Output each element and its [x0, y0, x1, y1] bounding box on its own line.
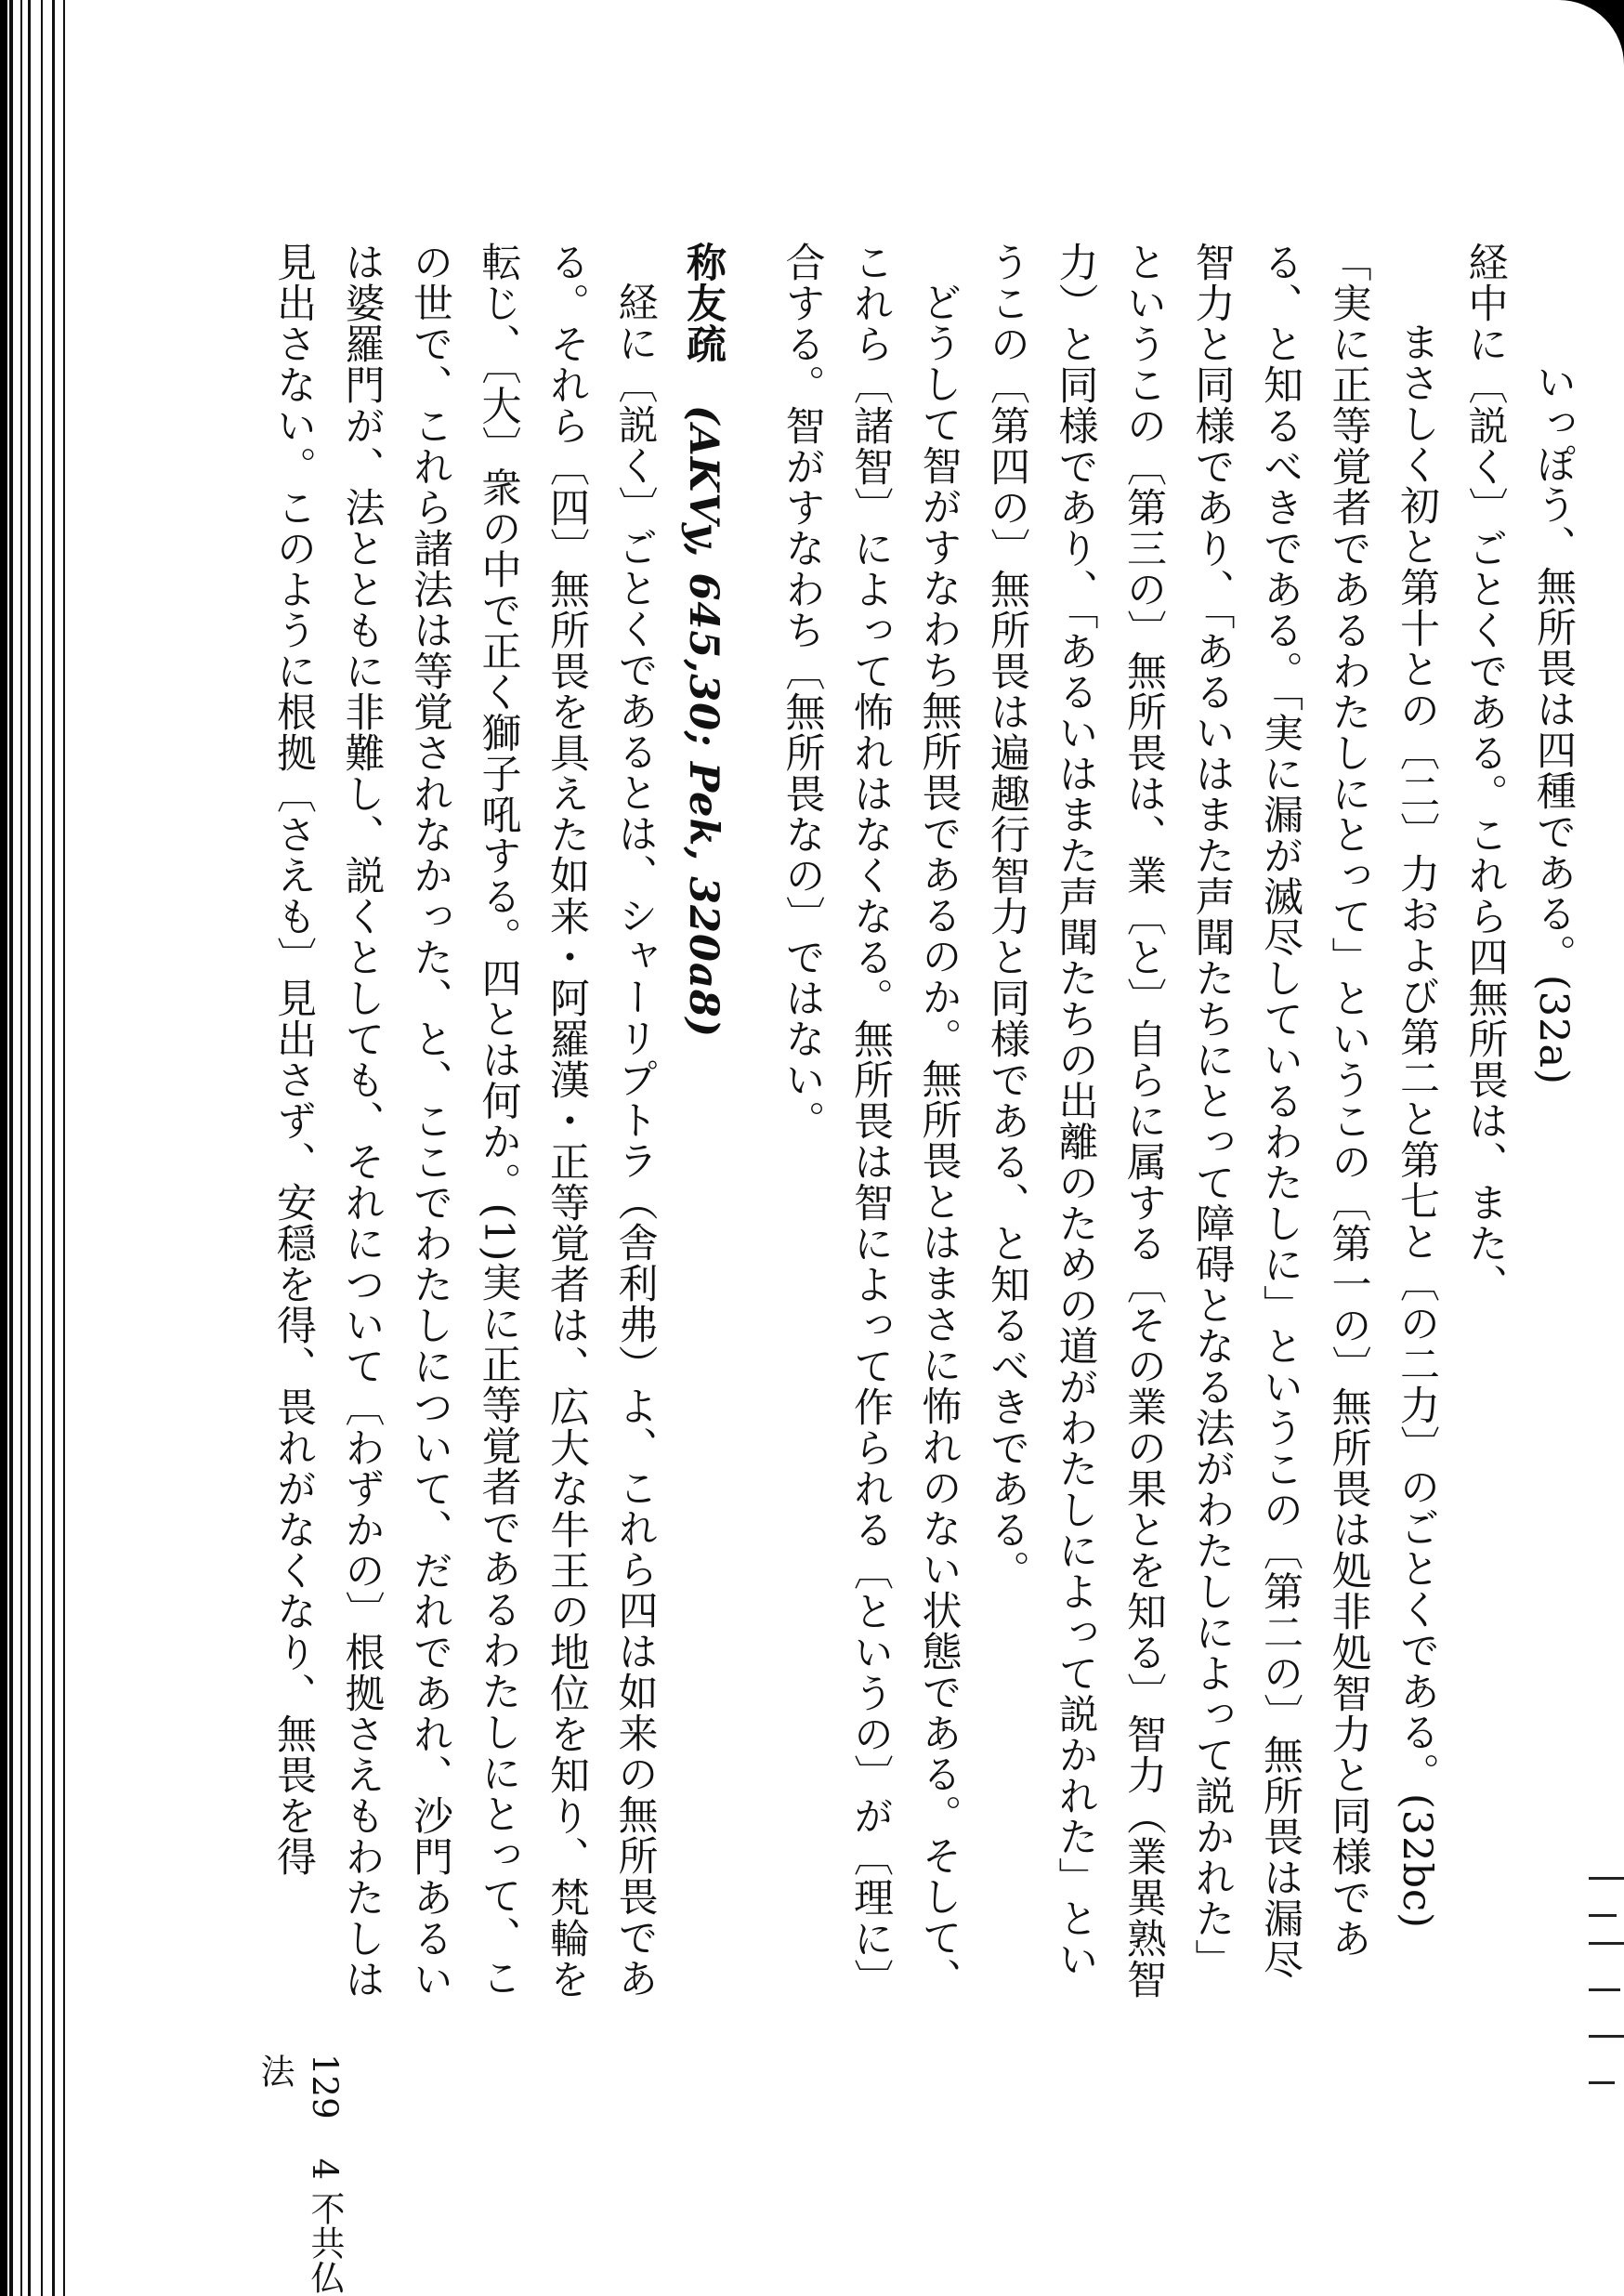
- book-page: [7, 0, 1624, 2296]
- question-paragraph: どうして智がすなわち無所畏であるのか。無所畏とはまさに怖れのない状態である。そして、これら〔諸智〕によって怖れはなくなる。無所畏は智によって作られる〔というの〕が〔理に〕合する。智がすなわち〔無所畏なの〕ではない。: [779, 242, 963, 2000]
- scan-edge: [1589, 1858, 1624, 2137]
- verse-line-32bc: まさしく初と第十との〔二〕力および第二と第七と〔の二力〕のごとくである。(32bc): [1394, 321, 1440, 1929]
- page-footer: [249, 2053, 349, 2296]
- verse-line-32a: いっぽう、無所畏は四種である。(32a): [1530, 361, 1577, 1085]
- page-number: 129: [305, 2053, 345, 2119]
- binding-edge: [7, 0, 72, 2296]
- commentary-paragraph: 経に〔説く〕ごとくであるとは、シャーリプトラ（舎利弗）よ、これら四は如来の無所畏である。それら〔四〕無所畏を具えた如来・阿羅漢・正等覚者は、広大な牛王の地位を知り、梵輪を転じ、〔大〕衆の中で正く獅子吼する。四とは何か。(1)実に正等覚者であるわたしにとって、この世で、これら諸法は等覚されなかった、と、ここでわたしについて、だれであれ、沙門あるいは婆羅門が、法とともに非難し、説くとしても、それについて〔わずかの〕根拠さえもわたしは見出さない。このように根拠〔さえも〕見出さず、安穏を得、畏れがなくなり、無畏を得: [270, 242, 659, 2000]
- commentary-heading: [669, 242, 738, 2007]
- section-gap: [737, 242, 767, 243]
- chapter-title: 4 不共仏法: [255, 2053, 345, 2294]
- explanation-paragraph: 「実に正等覚者であるわたしにとって」というこの〔第一の〕無所畏は処非処智力と同様である、と知るべきである。「実に漏が滅尽しているわたしに」というこの〔第二の〕無所畏は漏尽智力と同様であり、「あるいはまた声聞たちにとって障碍となる法がわたしによって説かれた」というこの〔第三の〕無所畏は、業〔と〕自らに属する〔その業の果とを知る〕智力（業異熟智力）と同様であり、「あるいはまた声聞たちの出離のための道がわたしによって説かれた」というこの〔第四の〕無所畏は遍趣行智力と同様である、と知るべきである。: [984, 242, 1372, 2000]
- sutra-reference-line: 経中に〔説く〕ごとくである。これら四無所畏は、また、: [1461, 242, 1509, 1305]
- vertical-text-body: [258, 242, 1587, 2007]
- commentary-heading-label: 称友疏: [680, 242, 727, 364]
- commentary-heading-ref: (AKVy, 645,30; Pek, 320a8): [680, 405, 727, 1039]
